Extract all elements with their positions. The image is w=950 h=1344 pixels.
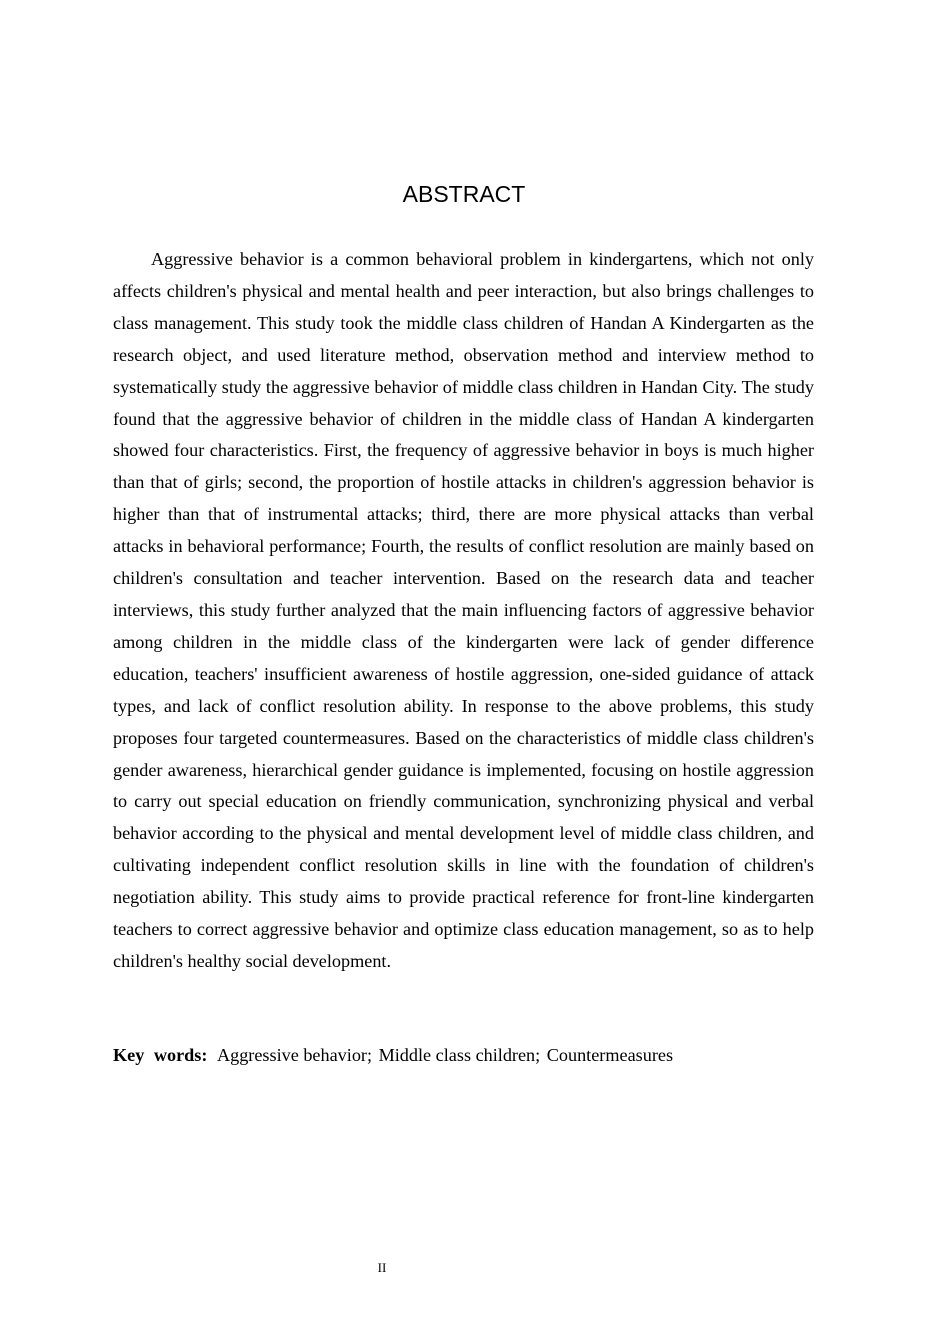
keywords-line [113, 1040, 833, 1070]
abstract-body: Aggressive behavior is a common behavioral problem in kindergartens, which not only affects children's physical and mental health and peer interaction, but also brings challenges to class management. This study took the middle class children of Handan A Kindergarten as the research object, and used literature method, observation method and interview method to systematically study the aggressive behavior of middle class children in Handan City. The study found that the aggressive behavior of children in the middle class of Handan A kindergarten showed four characteristics. First, the frequency of aggressive behavior in boys is much higher than that of girls; second, the proportion of hostile attacks in children's aggression behavior is higher than that of instrumental attacks; third, there are more physical attacks than verbal attacks in behavioral performance; Fourth, the results of conflict resolution are mainly based on children's consultation and teacher intervention. Based on the research data and teacher interviews, this study further analyzed that the main influencing factors of aggressive behavior among children in the middle class of the kindergarten were lack of gender difference education, teachers' insufficient awareness of hostile aggression, one-sided guidance of attack types, and lack of conflict resolution ability. In response to the above problems, this study proposes four targeted countermeasures. Based on the characteristics of middle class children's gender awareness, hierarchical gender guidance is implemented, focusing on hostile aggression to carry out special education on friendly communication, synchronizing physical and verbal behavior according to the physical and mental development level of middle class children, and cultivating independent conflict resolution skills in line with the foundation of children's negotiation ability. This study aims to provide practical reference for front-line kindergarten teachers to correct aggressive behavior and optimize class education management, so as to help children's healthy social development. [113, 249, 814, 971]
keyword-item: Countermeasures [546, 1045, 674, 1065]
abstract-heading: ABSTRACT [402, 181, 526, 207]
page-number: II [377, 1260, 387, 1275]
keyword-item: Middle class children; [378, 1045, 541, 1065]
keyword-item: Aggressive behavior; [216, 1045, 373, 1065]
keywords-label: Key words: [113, 1045, 208, 1065]
